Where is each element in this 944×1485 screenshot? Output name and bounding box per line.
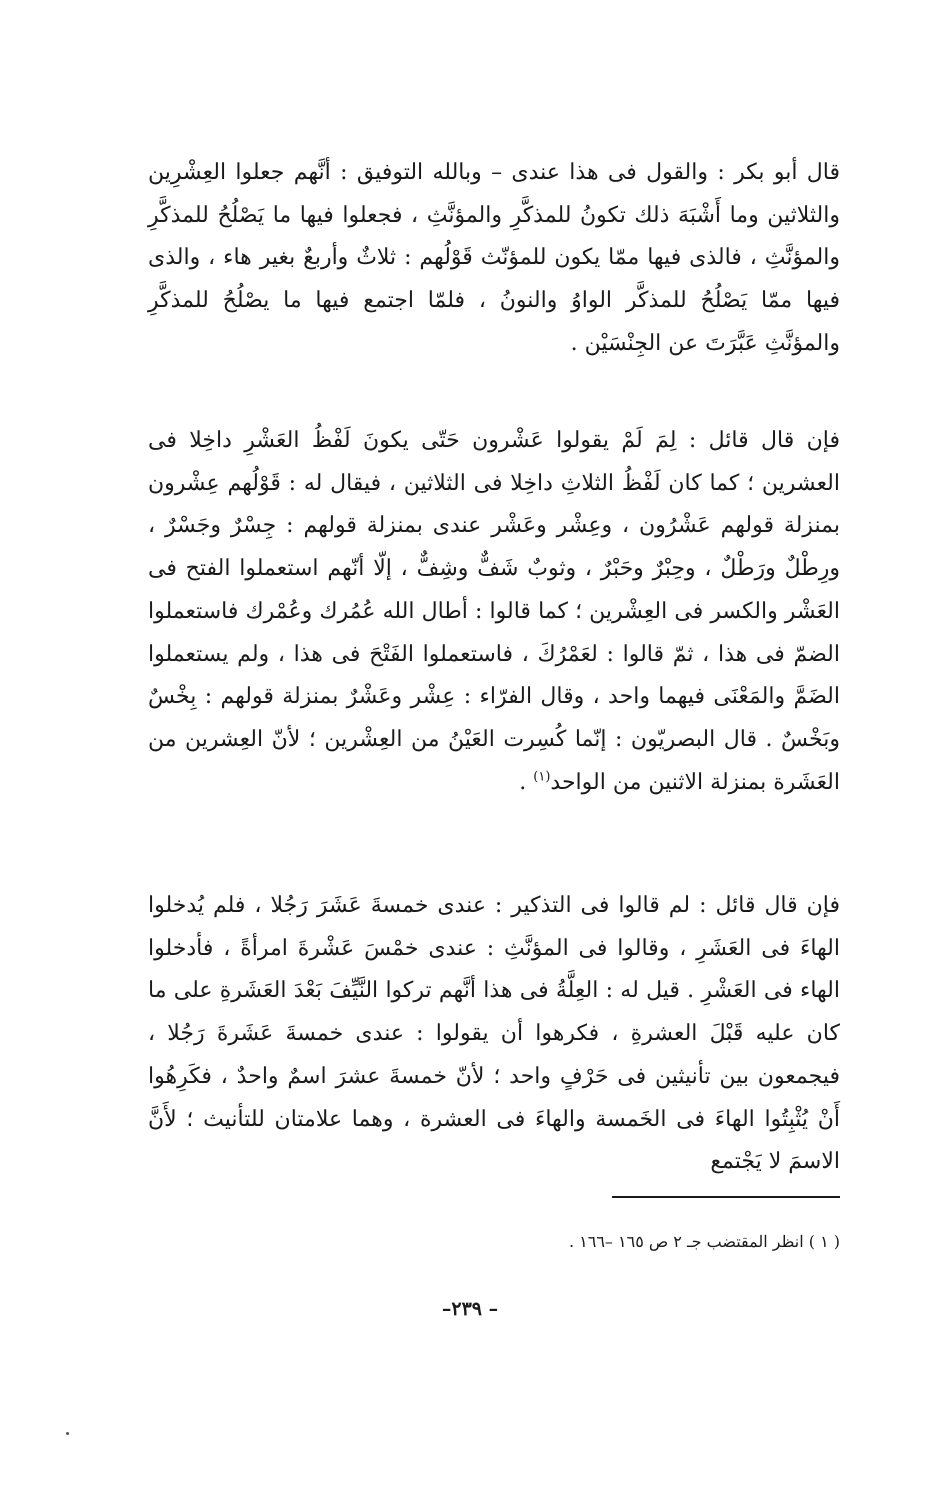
scan-speck	[66, 1432, 69, 1435]
page-number: –٢٣٩ –	[441, 1298, 499, 1320]
paragraph-1: قال أبو بكر : والقول فى هذا عندى – وبالله التوفيق : أنَّهم جعلوا العِشْرِين والثلاثين وما أَشْبَهَ ذلك تكونُ للمذكَّرِ والمؤنَّثِ ، فجعلوا فيها ما يَصْلُحُ للمذكَّرِ والمؤنَّثِ ، فالذى فيها ممّا يكون للمؤنّث قَوْلُهم : ثلاثٌ وأربعٌ بغير هاء ، والذى فيها ممّا يَصْلُحُ للمذكَّر الواوُ والنونُ ، فلمّا اجتمع فيها ما يصْلُحُ للمذكَّرِ والمؤنَّثِ عَبَّرَتَ عن الجِنْسَيْن .	[148, 160, 840, 356]
paragraph-2-text: فإن قال قائل : لِمَ لَمْ يقولوا عَشْرون حَتّى يكونَ لَفْظُ العَشْرِ داخِلا فى العشرين ؛ كما كان لَفْظُ الثلاثِ داخِلا فى الثلاثين ، فيقال له : قَوْلُهم عِشْرون بمنزلة قولهم عَشْرُون ، وعِشْر وعَشْر عندى بمنزلة قولهم : جِسْرٌ وجَسْرٌ ، ورِطْلٌ ورَطْلٌ ، وحِبْرٌ وحَبْرٌ ، وثوبٌ شَفٌّ وشِفٌّ ، إلّا أنّهم استعملوا الفتح فى العَشْر والكسر فى العِشْرين ؛ كما قالوا : أطال الله عُمُرك وعُمْرك فاستعملوا الضمّ فى هذا ، ثمّ قالوا : لعَمْرُكَ ، فاستعملوا الفَتْحَ فى هذا ، ولم يستعملوا الضَمَّ والمَعْنَى فيهما واحد ، وقال الفرّاء : عِشْر وعَشْرٌ بمنزلة قولهم : بِخْسٌ وبَخْسٌ . قال البصريّون : إنّما كُسِرت العَيْنُ من العِشْرين ؛ لأنّ العِشرين من العَشَرة بمنزلة الاثنين من الواحد	[148, 428, 841, 795]
paragraph-3: فإن قال قائل : لم قالوا فى التذكير : عندى خمسةَ عَشَرَ رَجُلا ، فلم يُدخلوا الهاءَ فى العَشَرِ ، وقالوا فى المؤنَّثِ : عندى خمْسَ عَشْرةَ امرأةً ، فأدخلوا الهاء فى العَشْرِ . قيل له : العِلَّةُ فى هذا أنَّهم تركوا النَّيِّفَ بَعْدَ العَشَرةِ على ما كان عليه قَبْلَ العشرةِ ، فكرهوا أن يقولوا : عندى خمسةَ عَشَرةَ رَجُلا ، فيجمعون بين تأنيثين فى حَرْفٍ واحد ؛ لأنّ خمسةَ عشرَ اسمٌ واحدٌ ، فكَرِهُوا أَنْ يُثْبِتُوا الهاءَ فى الخَمسة والهاءَ فى العشرة ، وهما علامتان للتأنيث ؛ لأَنَّ الاسمَ لا يَجْتمع	[148, 893, 840, 1175]
paragraph-2-tail: .	[519, 769, 534, 795]
footnote-divider	[612, 1196, 840, 1198]
paragraph-2	[148, 420, 840, 804]
footnote: ( ١ ) انظر المقتضب جـ ٢ ص ١٦٥ –١٦٦ .	[568, 1232, 840, 1251]
footnote-reference[interactable]: (١)	[533, 769, 551, 785]
